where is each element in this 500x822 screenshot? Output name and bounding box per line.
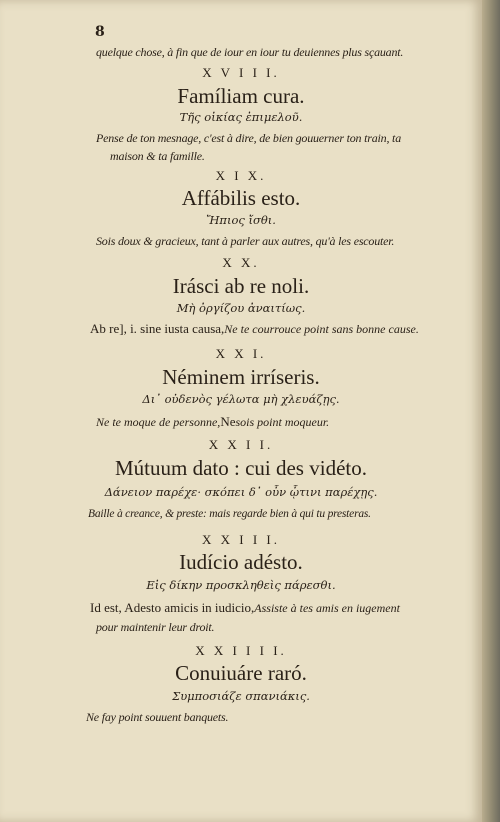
french-roman-word: Ne: [220, 414, 236, 429]
french-text-line: Baille à creance, & preste: mais regarde bien à qui tu presteras.: [88, 508, 371, 520]
roman-numeral: X V I I I.: [202, 65, 280, 80]
roman-numeral: X X I.: [215, 346, 267, 361]
page-number: 8: [95, 24, 105, 40]
latin-heading: Famíliam cura.: [177, 84, 305, 108]
mixed-text-line: [90, 600, 400, 616]
french-gloss: Assiste à tes amis en iugement: [254, 601, 400, 615]
latin-heading: Irásci ab re noli.: [172, 274, 310, 298]
greek-line: Συμποσιάζε σπανιάκις.: [172, 689, 310, 703]
greek-line: Μὴ ὀργίζου ἀναιτίως.: [176, 301, 306, 315]
greek-line: Δι᾽ οὐδενὸς γέλωτα μὴ χλευάζῃς.: [142, 392, 340, 406]
greek-line: Εἰς δίκην προσκληθεὶς πάρεσθι.: [146, 578, 336, 592]
roman-numeral: X X I I I I.: [195, 643, 287, 658]
mixed-text-line: [96, 414, 329, 430]
roman-numeral: X X I I I.: [201, 532, 280, 547]
greek-line: Δάνειον παρέχε· σκόπει δ᾽ οὖν ᾧτινι παρέχῃς.: [104, 485, 378, 499]
french-text-line: quelque chose, à fin que de iour en iour tu deuiennes plus sçauant.: [96, 45, 404, 59]
french-gloss: Ne te moque de personne,: [96, 415, 221, 429]
latin-heading: Conuiuáre raró.: [175, 661, 307, 685]
greek-line: Τῆς οἰκίας ἐπιμελοῦ.: [179, 110, 303, 124]
latin-gloss: Id est, Adesto amicis in iudicio,: [90, 600, 255, 615]
french-text-line: maison & ta famille.: [110, 149, 205, 163]
french-text-line: Sois doux & gracieux, tant à parler aux autres, qu'à les escouter.: [96, 234, 395, 248]
page-edge: [482, 0, 500, 822]
french-text-line: Pense de ton mesnage, c'est à dire, de bien gouuerner ton train, ta: [96, 131, 401, 145]
french-gloss: sois point moqueur.: [235, 415, 330, 429]
latin-heading: Affábilis esto.: [181, 186, 301, 210]
latin-heading: Néminem irríseris.: [162, 365, 320, 389]
roman-numeral: X I X.: [215, 168, 267, 183]
roman-numeral: X X.: [222, 255, 260, 270]
roman-numeral: X X I I.: [208, 437, 274, 452]
latin-heading: Iudício adésto.: [179, 550, 303, 574]
mixed-text-line: [90, 321, 419, 337]
french-text-line: Ne fay point souuent banquets.: [86, 710, 229, 724]
latin-gloss: Ab re], i. sine iusta causa,: [90, 321, 225, 336]
french-text-line: pour maintenir leur droit.: [96, 620, 215, 634]
french-gloss: Ne te courrouce point sans bonne cause.: [224, 322, 419, 336]
greek-line: Ἤπιος ἴσθι.: [206, 213, 276, 227]
latin-heading: Mútuum dato : cui des vidéto.: [115, 456, 367, 480]
